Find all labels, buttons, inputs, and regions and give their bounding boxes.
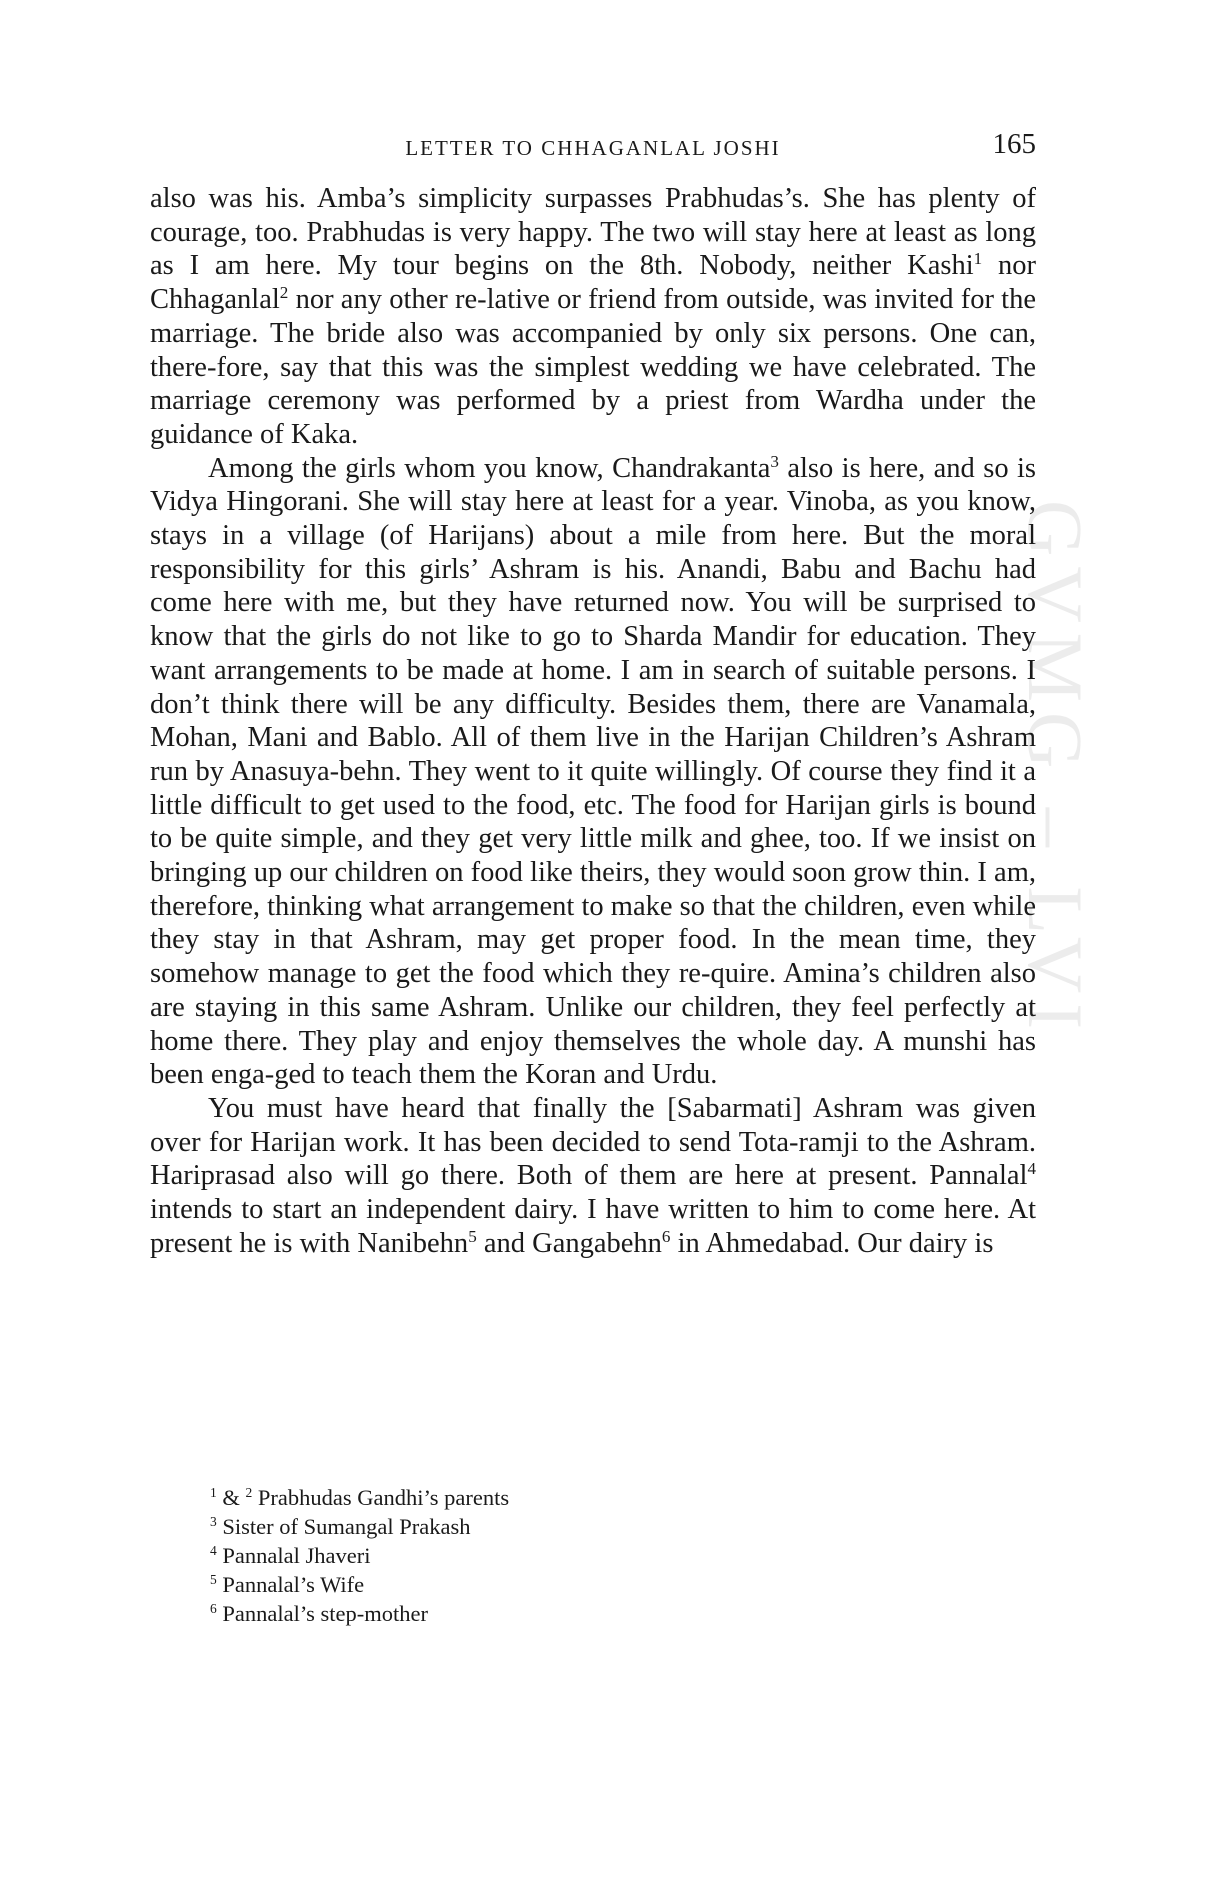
- footnote: [210, 1512, 1010, 1541]
- paragraph: [150, 452, 1036, 1092]
- footnote-ref: 5: [468, 1226, 477, 1246]
- page-number: 165: [992, 128, 1036, 160]
- footnote-text: Prabhudas Gandhi’s parents: [252, 1485, 510, 1510]
- footnote: [210, 1483, 1010, 1512]
- footnote-ref: 3: [770, 451, 779, 471]
- text-run: Among the girls whom you know, Chandrakanta: [208, 452, 771, 484]
- watermark: GVMG – LVI: [1012, 500, 1099, 1040]
- footnote-text: Pannalal’s Wife: [216, 1572, 365, 1597]
- footnote-ref: 4: [1027, 1159, 1036, 1179]
- footnote-marker: 3: [210, 1513, 217, 1529]
- footnote: [210, 1599, 1010, 1628]
- footnote-marker: 4: [210, 1542, 217, 1558]
- footnote-marker: 5: [210, 1571, 217, 1587]
- running-title: LETTER TO CHHAGANLAL JOSHI: [405, 136, 781, 160]
- footnote-text: Sister of Sumangal Prakash: [216, 1514, 471, 1539]
- running-head: [150, 128, 1036, 168]
- text-run: in Ahmedabad. Our dairy is: [670, 1227, 994, 1259]
- footnote: [210, 1541, 1010, 1570]
- footnote-text: Pannalal Jhaveri: [216, 1543, 371, 1568]
- text-run: intends to start an independent dairy. I have written to him to come here. At present he is with Nanibehn: [150, 1194, 1036, 1259]
- text-run: also is here, and so is Vidya Hingorani. She will stay here at least for a year. Vinoba, as you know, stays in a village (of Harijans) about a mile from here. But the moral responsibility for this girls’ Ashram is his. Anandi, Babu and Bachu had come here with me, but they have returned now. You will be surprised to know that the girls do not like to go to Sharda Mandir for education. They want arrangements to be made at home. I am in search of suitable persons. I don’t think there will be any difficulty. Besides them, there are Vanamala, Mohan, Mani and Bablo. All of them live in the Harijan Children’s Ashram run by Anasuya-behn. They went to it quite willingly. Of course they find it a little difficult to get used to the food, etc. The food for Harijan girls is bound to be quite simple, and they get very little milk and ghee, too. If we insist on bringing up our children on food like theirs, they would soon grow thin. I am, therefore, thinking what arrangement to make so that the children, even while they stay in that Ashram, may get proper food. In the mean time, they somehow manage to get the food which they re-quire. Amina’s children also are staying in this same Ashram. Unlike our children, they feel perfectly at home there. They play and enjoy themselves the whole day. A munshi has been enga-ged to teach them the Koran and Urdu.: [150, 452, 1036, 1091]
- footnote-text: Pannalal’s step-mother: [216, 1601, 428, 1626]
- footnotes: [210, 1483, 1010, 1628]
- text-run: nor any other re-lative or friend from outside, was invited for the marriage. The bride also was accompanied by only six persons. One can, there-fore, say that this was the simplest wedding we have celebrated. The marriage ceremony was performed by a priest from Wardha under the guidance of Kaka.: [150, 284, 1036, 450]
- footnote-ref: 1: [973, 249, 983, 269]
- text-run: nor Chhaganlal: [150, 250, 1036, 316]
- text-run: also was his. Amba’s simplicity surpasses Prabhudas’s. She has plenty of courage, too. Prabhudas is very happy. The two will stay here at least as long as I am here. My tour begins on the 8th. Nobody, neither Kashi: [150, 183, 1036, 282]
- body-text: [150, 182, 1036, 1261]
- footnote: [210, 1570, 1010, 1599]
- footnote-marker: 6: [210, 1600, 217, 1616]
- paragraph: [150, 182, 1036, 452]
- text-run: and Gangabehn: [476, 1227, 662, 1259]
- footnote-marker: $^1$ & $^2$: [210, 1484, 253, 1510]
- text-run: You must have heard that finally the [Sabarmati] Ashram was given over for Harijan work. It has been decided to send Tota-ramji to the Ashram. Hariprasad also will go there. Both of them are here at present. Pannalal: [150, 1092, 1036, 1192]
- footnote-ref: 6: [661, 1226, 671, 1246]
- footnote-ref: 2: [279, 282, 289, 302]
- paragraph: [150, 1092, 1036, 1261]
